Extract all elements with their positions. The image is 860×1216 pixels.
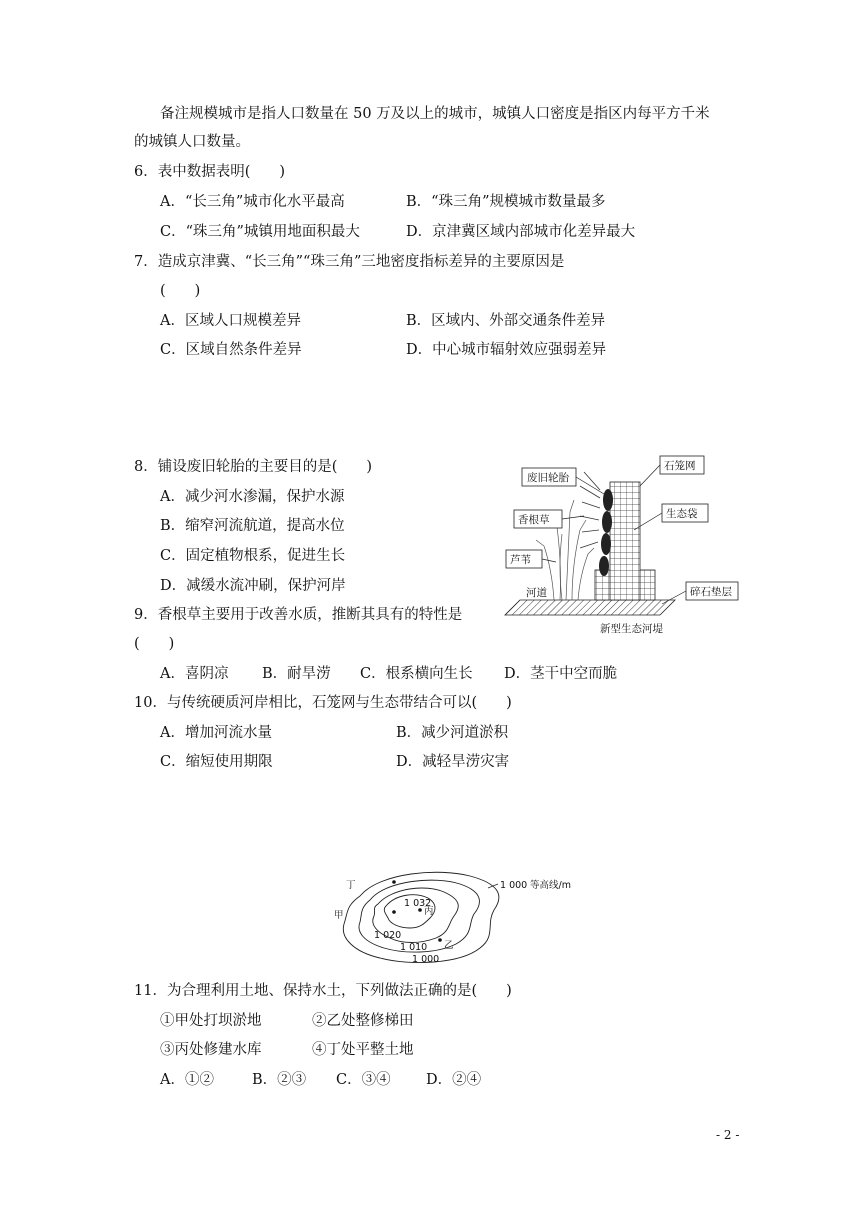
label-1000-bottom: 1 000	[412, 954, 440, 965]
question-11-statement-2: ②乙处整修梯田	[312, 1013, 414, 1029]
point-yi-marker	[438, 938, 442, 942]
question-7-option-b: B．区域内、外部交通条件差异	[406, 313, 606, 329]
label-vetiver: 香根草	[518, 514, 550, 526]
question-9-option-a: A．喜阴凉	[160, 666, 229, 682]
label-gabion: 石笼网	[664, 460, 696, 472]
question-7-option-d: D．中心城市辐射效应强弱差异	[406, 342, 607, 358]
question-11-statement-1: ①甲处打坝淤地	[160, 1013, 262, 1029]
label-gravel: 碎石垫层	[690, 586, 732, 598]
page-number: - 2 -	[716, 1128, 740, 1142]
vetiver-grass-drawing	[580, 472, 600, 548]
question-7-paren: ( )	[160, 283, 201, 299]
note-line-1: 备注规模城市是指人口数量在 50 万及以上的城市，城镇人口密度是指区内每平方千米	[160, 106, 710, 122]
label-tire: 废旧轮胎	[527, 472, 569, 484]
gravel-base-layer	[505, 600, 675, 615]
point-ding-marker	[392, 880, 396, 884]
label-jia: 甲	[334, 910, 344, 921]
point-jia-marker	[392, 910, 396, 914]
label-ecobag: 生态袋	[666, 508, 698, 520]
question-10-option-c: C．缩短使用期限	[160, 754, 273, 770]
question-8-option-a: A．减少河水渗漏，保护水源	[160, 489, 345, 505]
question-6-option-b: B．“珠三角”规模城市数量最多	[406, 194, 606, 210]
question-7-option-a: A．区域人口规模差异	[160, 313, 301, 329]
question-8-option-c: C．固定植物根系，促进生长	[160, 548, 346, 564]
label-river: 河道	[526, 587, 547, 599]
contour-map-figure	[320, 866, 590, 970]
question-10-option-d: D．减轻旱涝灾害	[396, 754, 510, 770]
label-reed: 芦苇	[510, 554, 531, 566]
question-11-statement-3: ③丙处修建水库	[160, 1042, 262, 1058]
question-7-option-c: C．区域自然条件差异	[160, 342, 302, 358]
question-9-stem: 9．香根草主要用于改善水质，推断其具有的特性是	[134, 607, 463, 623]
question-11-stem: 11．为合理利用土地、保持水土，下列做法正确的是( )	[134, 983, 512, 999]
figure-1-caption: 新型生态河堤	[600, 623, 663, 635]
question-11-statement-4: ④丁处平整土地	[312, 1042, 414, 1058]
question-8-option-b: B．缩窄河流航道，提高水位	[160, 518, 345, 534]
question-10-option-a: A．增加河流水量	[160, 725, 272, 741]
question-8-stem: 8．铺设废旧轮胎的主要目的是( )	[134, 459, 373, 475]
label-yi: 乙	[444, 940, 454, 951]
question-11-option-c: C．③④	[336, 1072, 391, 1088]
question-9-paren: ( )	[134, 636, 175, 652]
question-6-option-d: D．京津冀区域内部城市化差异最大	[406, 224, 636, 240]
question-6-option-a: A．“长三角”城市化水平最高	[160, 194, 345, 210]
question-7-stem: 7．造成京津冀、“长三角”“珠三角”三地密度指标差异的主要原因是	[134, 254, 565, 270]
question-10-stem: 10．与传统硬质河岸相比，石笼网与生态带结合可以( )	[134, 695, 512, 711]
question-10-option-b: B．减少河道淤积	[396, 725, 509, 741]
note-line-2: 的城镇人口数量。	[134, 134, 250, 150]
eco-embankment-figure	[500, 450, 750, 640]
question-8-option-d: D．减缓水流冲刷，保护河岸	[160, 578, 346, 594]
question-11-option-a: A．①②	[160, 1072, 214, 1088]
label-1020: 1 020	[374, 930, 402, 941]
question-9-option-c: C．根系横向生长	[360, 666, 473, 682]
question-9-option-b: B．耐旱涝	[262, 666, 331, 682]
label-bing: 丙	[424, 906, 434, 917]
question-6-option-c: C．“珠三角”城镇用地面积最大	[160, 224, 360, 240]
label-1000-top: 1 000	[500, 880, 528, 891]
label-1010: 1 010	[400, 942, 428, 953]
contour-legend: 等高线/m	[530, 880, 571, 891]
question-9-option-d: D．茎干中空而脆	[504, 666, 618, 682]
label-1032: 1 032	[404, 898, 432, 909]
question-11-option-d: D．②④	[426, 1072, 482, 1088]
question-6-stem: 6．表中数据表明( )	[134, 164, 286, 180]
gabion-tower	[610, 482, 640, 600]
label-ding: 丁	[346, 880, 356, 891]
question-11-option-b: B．②③	[252, 1072, 307, 1088]
